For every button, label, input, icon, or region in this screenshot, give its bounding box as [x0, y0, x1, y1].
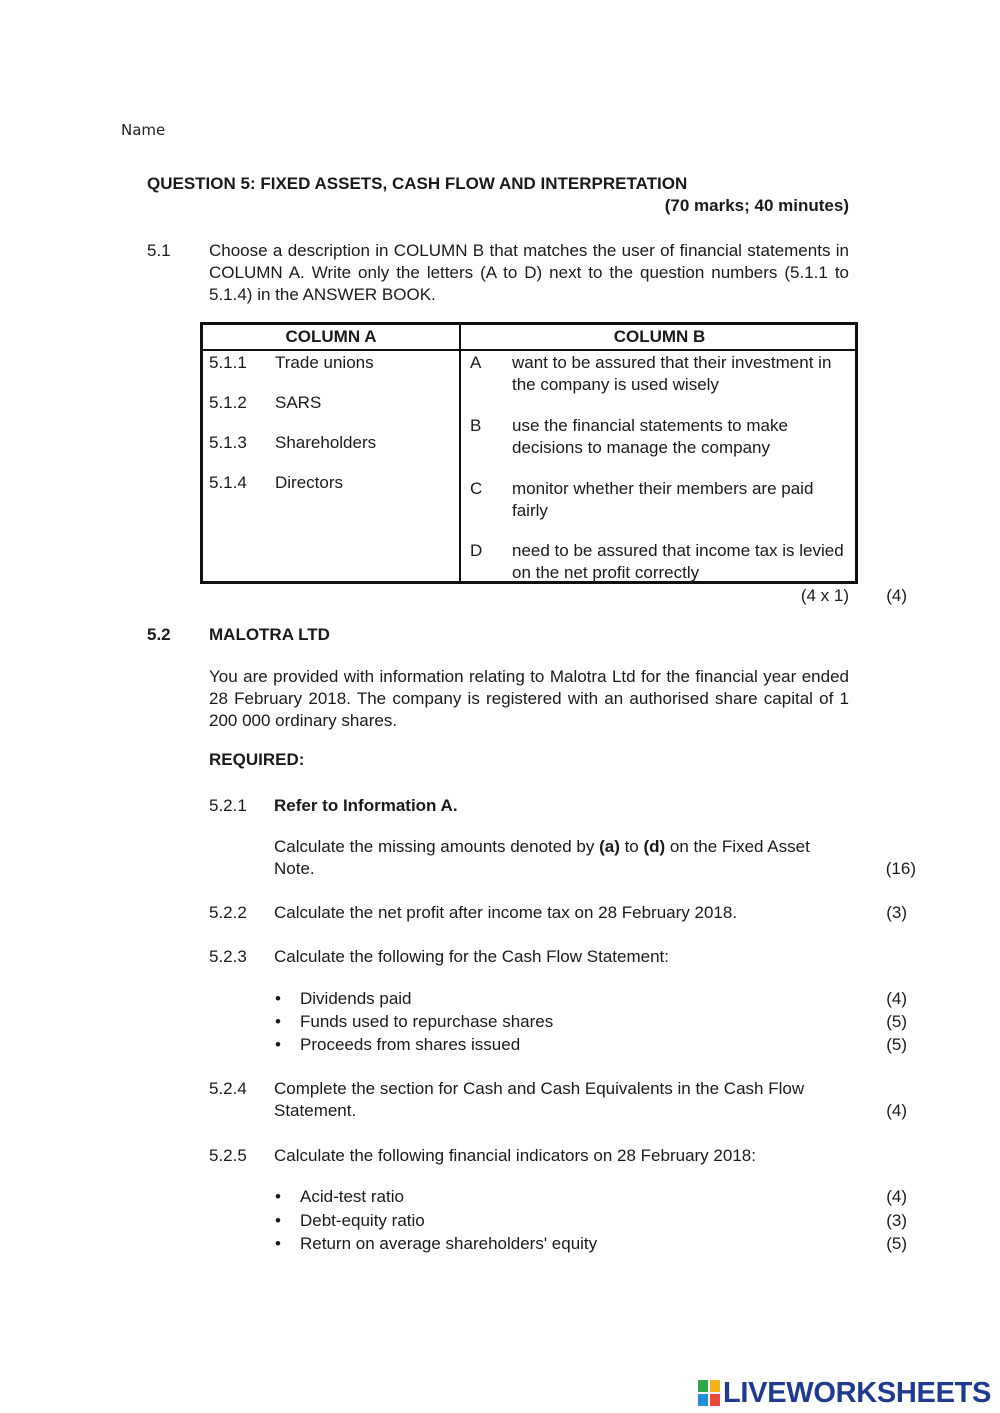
- q523-bullet: Dividends paid: [300, 989, 412, 1008]
- column-a-label: Trade unions: [275, 353, 374, 372]
- q521-label-d: (d): [643, 837, 666, 856]
- q525-bullet-marks: (4): [886, 1187, 907, 1206]
- liveworksheets-logo-text: LIVEWORKSHEETS: [723, 1377, 992, 1409]
- section-5-1-marks: (4): [886, 586, 907, 605]
- q523-bullet-marks: (5): [886, 1035, 907, 1054]
- name-label: Name: [121, 121, 166, 139]
- matching-table: [200, 322, 858, 584]
- column-a-number: 5.1.2: [209, 393, 247, 412]
- column-a-item: [209, 472, 343, 494]
- question-marks: (70 marks; 40 minutes): [664, 196, 849, 215]
- column-b-description: monitor whether their members are paid fairly: [512, 479, 814, 520]
- column-a-label: Shareholders: [275, 433, 377, 452]
- q523-number: 5.2.3: [209, 947, 247, 966]
- q523-text: Calculate the following for the Cash Flow Statement:: [274, 947, 669, 966]
- q523-bullet: Funds used to repurchase shares: [300, 1012, 554, 1031]
- column-b-letter: D: [470, 541, 483, 560]
- bullet-icon: •: [275, 1187, 281, 1206]
- column-a-number: 5.1.4: [209, 473, 247, 492]
- column-a-item: [209, 432, 376, 454]
- section-5-1-instruction: Choose a description in COLUMN B that matches the user of financial statements in COLUMN A. Write only the letters (A to D) next to the question numbers (5.1.1 to 5.1.4) in the ANSWER BOOK.: [209, 241, 849, 304]
- column-b-letter: B: [470, 416, 482, 435]
- column-a-label: Directors: [275, 473, 344, 492]
- column-a-header: COLUMN A: [285, 327, 377, 346]
- q522-number: 5.2.2: [209, 903, 247, 922]
- q521-marks: (16): [885, 859, 916, 878]
- q522-text: Calculate the net profit after income tax on 28 February 2018.: [274, 903, 738, 922]
- q521-number: 5.2.1: [209, 796, 247, 815]
- section-5-1-number: 5.1: [147, 241, 171, 260]
- q523-bullet-marks: (4): [886, 989, 907, 1008]
- column-a-label: SARS: [275, 393, 322, 412]
- section-5-2-title: MALOTRA LTD: [209, 625, 330, 644]
- bullet-icon: •: [275, 1211, 281, 1230]
- q525-bullet-marks: (3): [886, 1211, 907, 1230]
- column-a-item: [209, 392, 321, 414]
- header-rule: [203, 349, 855, 351]
- q525-bullet: Return on average shareholders' equity: [300, 1234, 598, 1253]
- bullet-icon: •: [275, 1234, 281, 1253]
- question-title: QUESTION 5: FIXED ASSETS, CASH FLOW AND INTERPRETATION: [147, 174, 688, 193]
- q524-text-line2: Statement.: [274, 1101, 357, 1120]
- column-b-description: want to be assured that their investment in the company is used wisely: [512, 353, 832, 394]
- q523-bullet-marks: (5): [886, 1012, 907, 1031]
- marks-calculation: (4 x 1): [800, 586, 849, 605]
- column-b-letter: C: [470, 479, 483, 498]
- q522-marks: (3): [886, 903, 907, 922]
- column-a-number: 5.1.3: [209, 433, 247, 452]
- q524-marks: (4): [886, 1101, 907, 1120]
- bullet-icon: •: [275, 989, 281, 1008]
- q523-bullet: Proceeds from shares issued: [300, 1035, 521, 1054]
- bullet-icon: •: [275, 1035, 281, 1054]
- q524-number: 5.2.4: [209, 1079, 247, 1098]
- q525-text: Calculate the following financial indicators on 28 February 2018:: [274, 1146, 756, 1165]
- column-a-number: 5.1.1: [209, 353, 247, 372]
- bullet-icon: •: [275, 1012, 281, 1031]
- required-heading: REQUIRED:: [209, 750, 305, 769]
- column-a-item: [209, 352, 374, 374]
- q524-text: Complete the section for Cash and Cash Equivalents in the Cash Flow: [274, 1079, 805, 1098]
- column-b-description: need to be assured that income tax is levied on the net profit correctly: [512, 541, 844, 582]
- column-divider: [459, 325, 461, 581]
- q521-text-line2: Note.: [274, 859, 315, 878]
- q521-label-a: (a): [599, 837, 620, 856]
- liveworksheets-logo-icon: [697, 1379, 721, 1407]
- q521-heading: Refer to Information A.: [274, 796, 458, 815]
- section-5-2-intro: You are provided with information relating to Malotra Ltd for the financial year ended 28 February 2018. The company is registered with an authorised share capital of 1 200 000 ordinary shares.: [209, 667, 849, 730]
- q525-bullet: Debt-equity ratio: [300, 1211, 425, 1230]
- column-b-header: COLUMN B: [613, 327, 706, 346]
- q525-bullet-marks: (5): [886, 1234, 907, 1253]
- q525-bullet: Acid-test ratio: [300, 1187, 404, 1206]
- q521-text: Calculate the missing amounts denoted by (a) to (d) on the Fixed Asset: [274, 837, 810, 856]
- section-5-2-number: 5.2: [147, 625, 171, 644]
- q525-number: 5.2.5: [209, 1146, 247, 1165]
- column-b-description: use the financial statements to make decisions to manage the company: [512, 416, 788, 457]
- column-b-letter: A: [470, 353, 482, 372]
